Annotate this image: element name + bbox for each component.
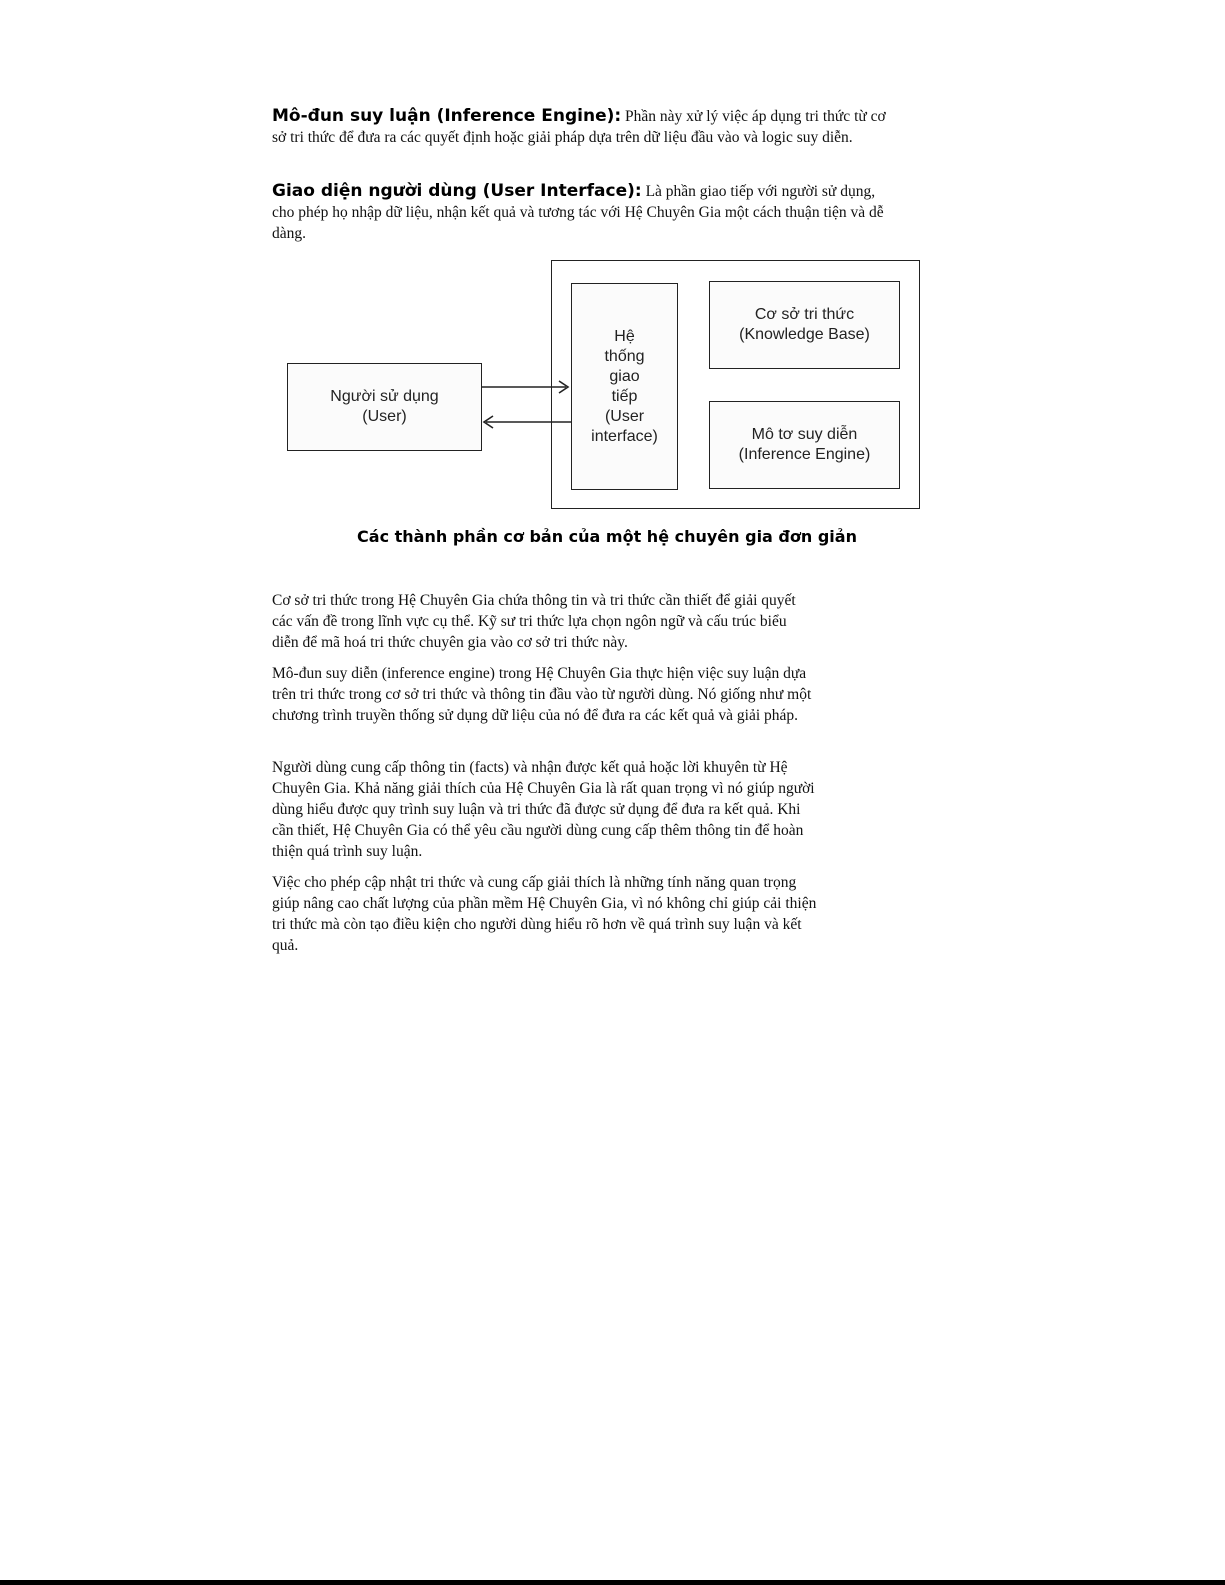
ui-box-line: interface) (591, 427, 658, 445)
ui-box-line: thống (604, 347, 645, 365)
kb-box-line: (Knowledge Base) (739, 326, 870, 343)
paragraph: Việc cho phép cập nhật tri thức và cung cấp giải thích là những tính năng quan trọng giúp nâng cao chất lượng của phần mềm Hệ Chuyên Gia, vì nó không chỉ giúp cải thiện tri thức mà còn tạo điều kiện cho người dùng hiểu rõ hơn về quá trình suy luận và kết quả. (272, 874, 817, 954)
definition-user-interface (272, 181, 892, 244)
ui-box-line: giao (609, 367, 640, 385)
diagram-arrows (270, 250, 950, 520)
paragraph: Cơ sở tri thức trong Hệ Chuyên Gia chứa thông tin và tri thức cần thiết để giải quyết các vấn đề trong lĩnh vực cụ thể. Kỹ sư tri thức lựa chọn ngôn ngữ và cấu trúc biểu diễn để mã hoá tri thức chuyên gia vào cơ sở tri thức này. (272, 592, 796, 651)
user-box-line: (User) (362, 408, 407, 425)
paragraph: Mô-đun suy diễn (inference engine) trong Hệ Chuyên Gia thực hiện việc suy luận dựa trên tri thức trong cơ sở tri thức và thông tin đầu vào từ người dùng. Nó giống như một chương trình truyền thống sử dụng dữ liệu của nó để đưa ra các kết quả và giải pháp. (272, 665, 812, 724)
paragraph: Người dùng cung cấp thông tin (facts) và nhận được kết quả hoặc lời khuyên từ Hệ Chuyên Gia. Khả năng giải thích của Hệ Chuyên Gia là rất quan trọng vì nó giúp người dùng hiểu được quy trình suy luận và tri thức đã được sử dụng để đưa ra kết quả. Khi cần thiết, Hệ Chuyên Gia có thể yêu cầu người dùng cung cấp thêm thông tin để hoàn thiện quá trình suy luận. (272, 759, 815, 860)
ui-box-line: tiếp (611, 387, 638, 405)
figure-caption: Các thành phần cơ bản của một hệ chuyên gia đơn giản (357, 527, 857, 546)
user-box-line: Người sử dụng (330, 388, 439, 405)
definition-text: Là phần giao tiếp với người sử dụng, cho phép họ nhập dữ liệu, nhận kết quả và tương tác với Hệ Chuyên Gia một cách thuận tiện và dễ dàng. (272, 183, 884, 242)
page-bottom-border (0, 1580, 1225, 1585)
kb-box-line: Cơ sở tri thức (754, 306, 855, 323)
ie-box-line: (Inference Engine) (738, 446, 871, 463)
expert-system-diagram (270, 250, 950, 520)
definition-term: Mô-đun suy luận (Inference Engine): (272, 106, 622, 126)
definition-text: Phần này xử lý việc áp dụng tri thức từ cơ sở tri thức để đưa ra các quyết định hoặc giải pháp dựa trên dữ liệu đầu vào và logic suy diễn. (272, 108, 886, 146)
ui-box-line: Hệ (614, 327, 635, 345)
ui-box-line: (User (604, 407, 645, 425)
ie-box-line: Mô tơ suy diễn (751, 426, 858, 443)
definition-inference-engine (272, 106, 892, 148)
definition-term: Giao diện người dùng (User Interface): (272, 181, 642, 201)
